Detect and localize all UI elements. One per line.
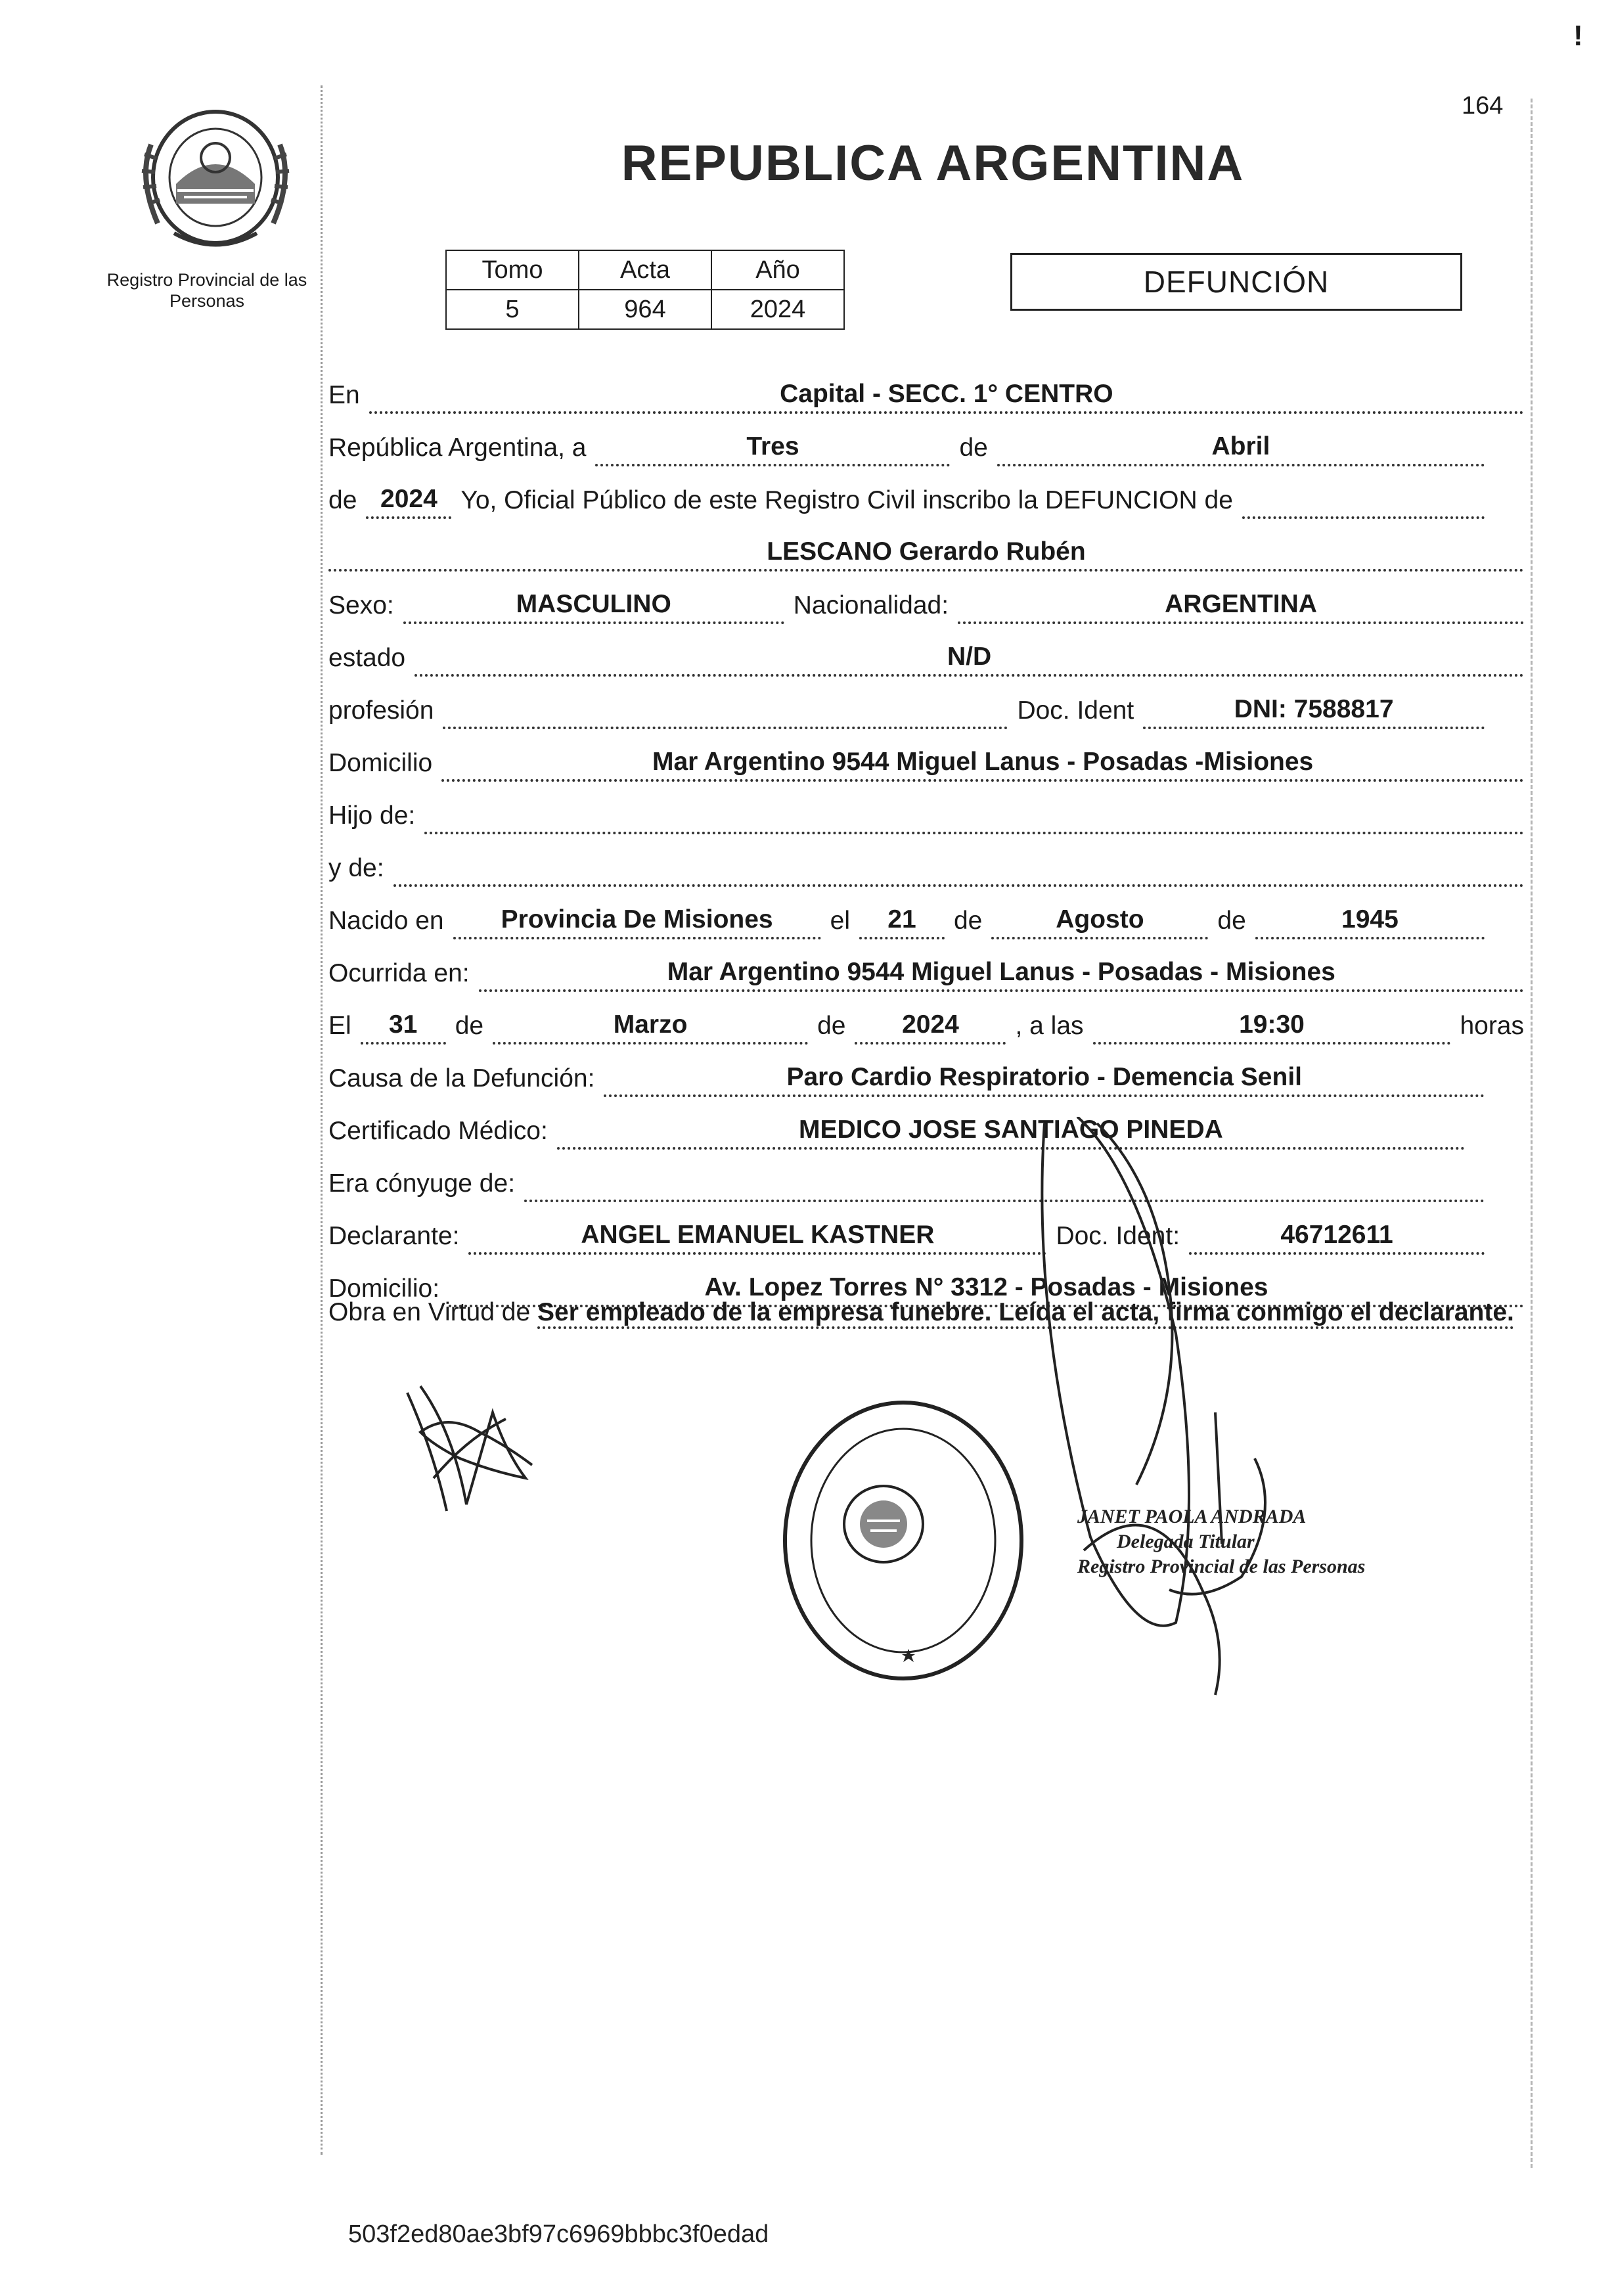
field-label: Certificado Médico: bbox=[328, 1117, 548, 1145]
field-label: profesión bbox=[328, 696, 434, 725]
field-label: Nacido en bbox=[328, 907, 444, 935]
field-value: Provincia De Misiones bbox=[453, 904, 821, 939]
field-value: Abril bbox=[997, 431, 1485, 466]
field-label: horas bbox=[1460, 1012, 1524, 1040]
field-label: Doc. Ident bbox=[1017, 696, 1134, 725]
field-label: Domicilio bbox=[328, 749, 433, 777]
field-value: Av. Lopez Torres N° 3312 - Posadas - Misiones bbox=[449, 1272, 1524, 1307]
field-label: Yo, Oficial Público de este Registro Civil inscribo la DEFUNCION de bbox=[460, 486, 1233, 514]
field-value: LESCANO Gerardo Rubén bbox=[328, 536, 1524, 572]
crest-caption: Registro Provincial de las Personas bbox=[106, 270, 307, 311]
field-value bbox=[393, 883, 1524, 887]
field-label: estado bbox=[328, 644, 406, 672]
registry-value-acta: 964 bbox=[579, 290, 711, 329]
field-value: Tres bbox=[595, 431, 950, 466]
registry-header-acta: Acta bbox=[579, 250, 711, 290]
field-value: 2024 bbox=[855, 1009, 1006, 1045]
page-number: 164 bbox=[1462, 92, 1504, 120]
field-value: 1945 bbox=[1255, 904, 1485, 939]
officer-role: Delegada Titular bbox=[1117, 1531, 1255, 1552]
field-value: 46712611 bbox=[1189, 1219, 1485, 1255]
field-label: Obra en Virtud de bbox=[328, 1298, 531, 1326]
field-label: el bbox=[830, 907, 850, 935]
field-profesion bbox=[328, 683, 1524, 729]
field-label: Era cónyuge de: bbox=[328, 1169, 516, 1198]
field-value: 2024 bbox=[366, 484, 451, 519]
field-domicilio bbox=[328, 736, 1524, 782]
field-label: Domicilio: bbox=[328, 1274, 440, 1303]
field-value: 21 bbox=[859, 904, 945, 939]
field-value: Mar Argentino 9544 Miguel Lanus - Posadas - Misiones bbox=[479, 957, 1524, 992]
field-label: de bbox=[953, 907, 983, 935]
field-value: 31 bbox=[361, 1009, 446, 1045]
field-label: El bbox=[328, 1012, 351, 1040]
declarant-signature-icon bbox=[394, 1373, 552, 1531]
right-margin-line bbox=[1531, 99, 1533, 2168]
field-label: de bbox=[455, 1012, 484, 1040]
field-label: de bbox=[817, 1012, 846, 1040]
field-nombre bbox=[328, 526, 1524, 572]
registry-value-ano: 2024 bbox=[711, 290, 844, 329]
field-value: Ser empleado de la empresa funebre. Leída el acta, firma conmigo el declarante. bbox=[537, 1298, 1514, 1329]
officer-name: JANET PAOLA ANDRADA bbox=[1077, 1506, 1307, 1527]
field-value bbox=[424, 830, 1524, 834]
field-label: de bbox=[328, 486, 357, 514]
registry-table bbox=[445, 250, 845, 330]
field-sexo bbox=[328, 578, 1524, 624]
corner-mark: ! bbox=[1573, 20, 1583, 52]
registry-seal-icon bbox=[775, 1393, 1031, 1688]
field-label: Ocurrida en: bbox=[328, 959, 470, 987]
field-value: Agosto bbox=[991, 904, 1208, 939]
field-value: DNI: 7588817 bbox=[1143, 694, 1485, 729]
field-label: Doc. Ident: bbox=[1056, 1222, 1180, 1250]
field-fecha-defuncion bbox=[328, 999, 1524, 1045]
officer-org: Registro Provincial de las Personas bbox=[1077, 1556, 1366, 1577]
field-label: de bbox=[1217, 907, 1246, 935]
field-value: ARGENTINA bbox=[958, 589, 1524, 624]
field-value: Mar Argentino 9544 Miguel Lanus - Posadas -Misiones bbox=[441, 746, 1524, 782]
field-label: Sexo: bbox=[328, 591, 394, 619]
field-label: República Argentina, a bbox=[328, 434, 587, 462]
field-value: Marzo bbox=[493, 1009, 808, 1045]
provincial-crest-icon bbox=[125, 105, 315, 259]
registry-header-ano: Año bbox=[711, 250, 844, 290]
field-label: , a las bbox=[1015, 1012, 1084, 1040]
field-label: Nacionalidad: bbox=[793, 591, 949, 619]
field-nacido bbox=[328, 893, 1524, 939]
field-value: Capital - SECC. 1° CENTRO bbox=[369, 378, 1524, 414]
page-title: REPUBLICA ARGENTINA bbox=[621, 135, 1245, 191]
field-value: N/D bbox=[415, 641, 1524, 677]
registry-header-tomo: Tomo bbox=[446, 250, 579, 290]
field-hijo bbox=[328, 788, 1524, 834]
field-y-de bbox=[328, 841, 1524, 887]
field-estado bbox=[328, 631, 1524, 677]
field-fecha bbox=[328, 420, 1524, 466]
field-value bbox=[443, 725, 1008, 729]
field-value: Paro Cardio Respiratorio - Demencia Senil bbox=[604, 1062, 1485, 1097]
officer-signature-icon bbox=[1005, 1117, 1386, 1708]
field-en bbox=[328, 368, 1524, 414]
field-value: MEDICO JOSE SANTIAGO PINEDA bbox=[557, 1114, 1465, 1150]
field-label: Hijo de: bbox=[328, 801, 416, 830]
field-value bbox=[1242, 515, 1485, 519]
document-hash: 503f2ed80ae3bf97c6969bbbc3f0edad bbox=[348, 2220, 769, 2248]
field-value: MASCULINO bbox=[403, 589, 784, 624]
field-year-line bbox=[328, 473, 1524, 519]
field-label: de bbox=[959, 434, 988, 462]
field-label: y de: bbox=[328, 854, 384, 882]
field-label: Declarante: bbox=[328, 1222, 460, 1250]
field-causa bbox=[328, 1051, 1524, 1097]
left-margin-line bbox=[321, 85, 323, 2155]
field-label: En bbox=[328, 381, 360, 409]
field-value: ANGEL EMANUEL KASTNER bbox=[468, 1219, 1046, 1255]
field-ocurrida bbox=[328, 946, 1524, 992]
field-label: Causa de la Defunción: bbox=[328, 1064, 595, 1092]
registry-value-tomo: 5 bbox=[446, 290, 579, 329]
officer-stamp bbox=[1077, 1504, 1419, 1579]
act-type-box: DEFUNCIÓN bbox=[1010, 253, 1462, 311]
field-value: 19:30 bbox=[1093, 1009, 1451, 1045]
